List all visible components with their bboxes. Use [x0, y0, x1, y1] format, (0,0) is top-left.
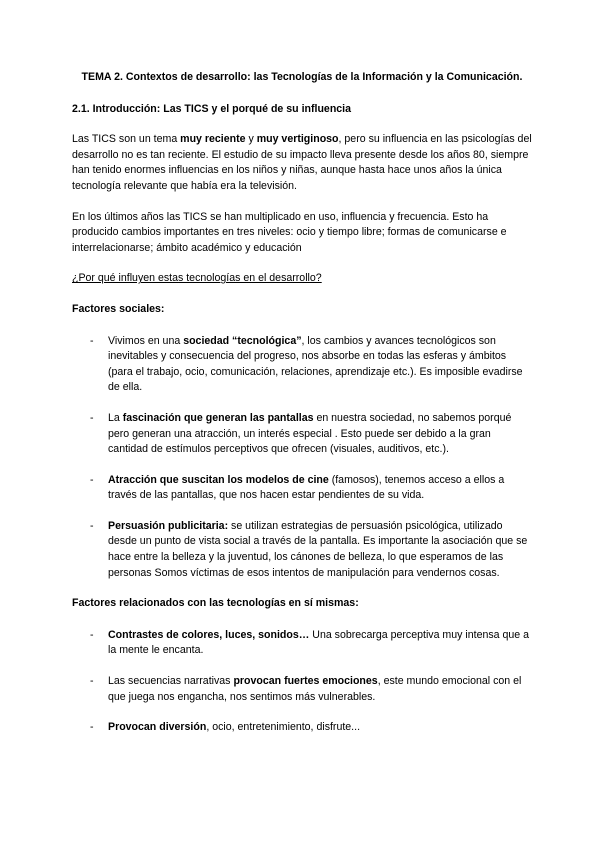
text-run: , pero su influencia en las psicologías del desarrollo no es tan reciente. El estudio de su impacto lleva presente desde los años 80, siempre han tenido enormes influencias en los niños y niñas, aunque hasta hace unos años la única tecnología relevante que había era la televisión.: [72, 133, 532, 192]
tech-factors-heading: Factores relacionados con las tecnologías en sí mismas:: [72, 597, 359, 610]
text-run: en nuestra sociedad, no sabemos porqué pero generan una atracción, un interés especial . Esto puede ser debido a la gran cantidad de estímulos perceptivos que ofrecen (visuales, auditivos, etc.).: [108, 411, 512, 456]
intro-paragraph-2: En los últimos años las TICS se han multiplicado en uso, influencia y frecuencia. Esto ha producido cambios importantes en tres niveles: ocio y tiempo libre; formas de comunicarse e interrelacionarse; ámbito académico y educación: [72, 210, 507, 254]
text-run: , ocio, entretenimiento, disfrute...: [206, 721, 361, 734]
bold-run: muy vertiginoso: [256, 133, 339, 146]
text-run: Vivimos en una: [108, 334, 184, 347]
bold-run: provocan fuertes emociones: [233, 675, 378, 688]
bold-run: sociedad “tecnológica”: [183, 334, 302, 347]
bold-run: Provocan diversión: [108, 721, 207, 734]
text-run: La: [108, 411, 123, 424]
text-run: , este mundo emocional con el que juega nos engancha, nos sentimos más vulnerables.: [108, 675, 522, 703]
list-item: [72, 334, 532, 396]
tech-factors-list: [72, 628, 532, 736]
text-run: (famosos), tenemos acceso a ellos a través de las pantallas, que nos hacen estar pendientes de su vida.: [108, 473, 505, 502]
list-item: [72, 720, 532, 736]
text-run: Una sobrecarga perceptiva muy intensa que a la mente le encanta.: [108, 628, 529, 657]
list-item: [72, 411, 532, 458]
social-factors-heading: Factores sociales:: [72, 302, 165, 315]
bold-run: Persuasión publicitaria:: [108, 519, 229, 532]
list-item: [72, 628, 532, 659]
text-run: Las secuencias narrativas: [108, 675, 234, 688]
social-factors-list: [72, 334, 532, 582]
list-item: [72, 473, 532, 504]
text-run: y: [245, 133, 257, 146]
dash-bullet: -: [90, 675, 94, 688]
bold-run: fascinación que generan las pantallas: [122, 411, 314, 424]
text-run: , los cambios y avances tecnológicos son inevitables y consecuencia del progreso, nos absorbe en todas las esferas y ámbitos (para el trabajo, ocio, comunicación, relaciones, aprendizaje etc.). Es imposible evadirse de ella.: [108, 334, 523, 394]
dash-bullet: -: [90, 628, 94, 641]
document-title: TEMA 2. Contextos de desarrollo: las Tecnologías de la Información y la Comunicación.: [81, 71, 523, 83]
text-run: Las TICS son un tema: [72, 133, 181, 146]
intro-paragraph-1: [72, 132, 532, 194]
dash-bullet: -: [90, 411, 94, 424]
document-page: [72, 70, 532, 751]
dash-bullet: -: [90, 519, 94, 532]
dash-bullet: -: [90, 473, 94, 486]
list-item: [72, 674, 532, 705]
question-line: ¿Por qué influyen estas tecnologías en el desarrollo?: [72, 272, 322, 285]
section-heading: 2.1. Introducción: Las TICS y el porqué de su influencia: [72, 102, 352, 115]
dash-bullet: -: [90, 334, 94, 347]
list-item: [72, 519, 532, 581]
bold-run: Atracción que suscitan los modelos de cine: [108, 473, 329, 486]
bold-run: Contrastes de colores, luces, sonidos…: [108, 628, 310, 641]
dash-bullet: -: [90, 721, 94, 734]
text-run: se utilizan estrategias de persuasión psicológica, utilizado desde un punto de vista social a través de la pantalla. Es importante la asociación que se hace entre la belleza y la juventud, los cánones de belleza, lo que esperamos de las personas Somos víctimas de esos intentos de manipulación para vendernos cosas.: [108, 519, 528, 579]
bold-run: muy reciente: [180, 133, 246, 146]
